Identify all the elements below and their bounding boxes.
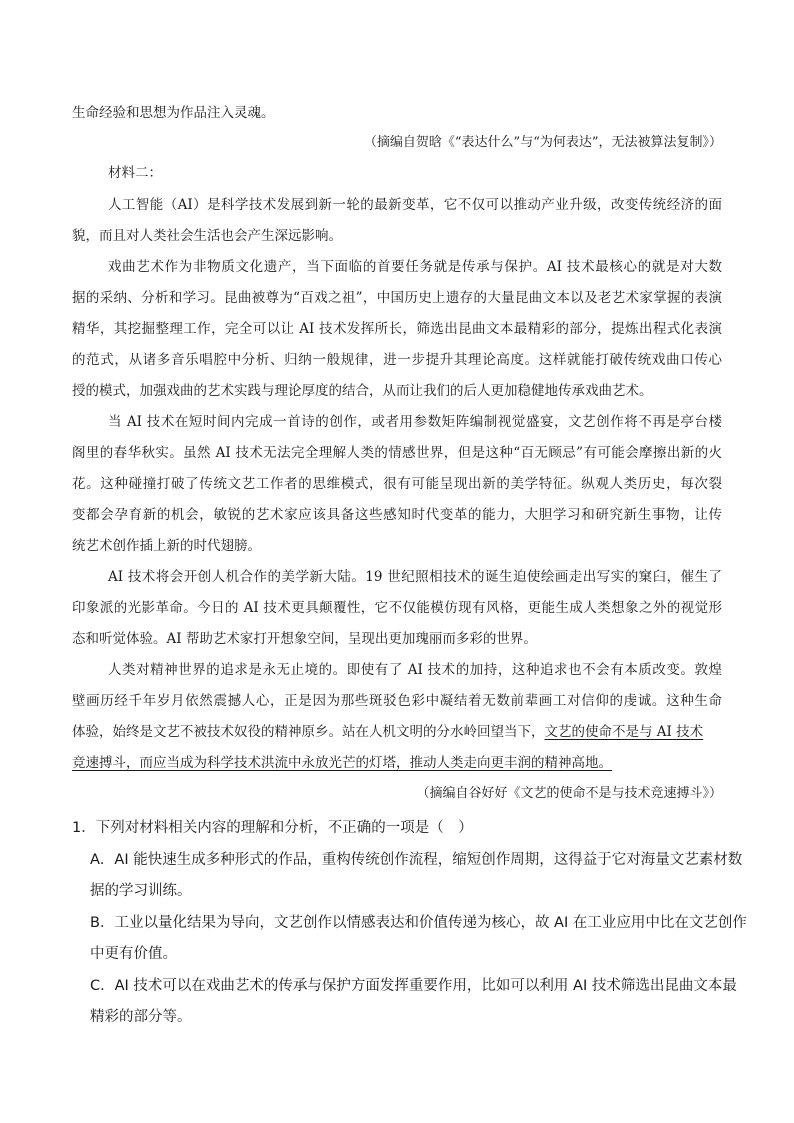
paragraph-line: 变都会孕育新的机会，敏锐的艺术家应该具备这些感知时代变革的能力，大胆学习和研究新生事物，让传: [72, 507, 722, 523]
paragraph-line: [72, 723, 722, 741]
option-a-line: A．AI 能快速生成多种形式的作品，重构传统创作流程，缩短创作周期，这得益于它对海量文艺素材数: [90, 852, 743, 868]
material1-source: （摘编自贺晗《“表达什么”与“为何表达”，无法被算法复制》）: [363, 135, 722, 150]
paragraph-line: 精华，其挖掘整理工作，完全可以让 AI 技术发挥所长，筛选出昆曲文本最精彩的部分，提炼出程式化表演: [72, 321, 722, 337]
option-c-line: 精彩的部分等。: [90, 1009, 192, 1025]
paragraph-line: 人类对精神世界的追求是永无止境的。即使有了 AI 技术的加持，这种追求也不会有本质改变。敦煌: [108, 662, 722, 678]
material1-last-line: 生命经验和思想为作品注入灵魂。: [72, 105, 275, 121]
paragraph-line: 的范式，从诸多音乐唱腔中分析、归纳一般规律，进一步提升其理论高度。这样就能打破传统戏曲口传心: [72, 352, 722, 368]
paragraph-line: 态和听觉体验。AI 帮助艺术家打开想象空间，呈现出更加瑰丽而多彩的世界。: [72, 631, 537, 647]
paragraph-line: 当 AI 技术在短时间内完成一首诗的创作，或者用参数矩阵编制视觉盛宴，文艺创作将不再是亭台楼: [108, 414, 722, 430]
option-a-line: 据的学习训练。: [90, 883, 192, 899]
paragraph-line: 据的采纳、分析和学习。昆曲被尊为“百戏之祖”，中国历史上遗存的大量昆曲文本以及老艺术家掌握的表演: [72, 290, 722, 306]
paragraph-line: 统艺术创作插上新的时代翅膀。: [72, 538, 261, 554]
material2-heading: 材料二：: [108, 165, 162, 181]
paragraph-line: 壁画历经千年岁月依然震撼人心，正是因为那些斑驳色彩中凝结着无数前辈画工对信仰的虔诚。这种生命: [72, 693, 722, 709]
paragraph-line: 貌，而且对人类社会生活也会产生深远影响。: [72, 228, 342, 244]
paragraph-line: 花。这种碰撞打破了传统文艺工作者的思维模式，很有可能呈现出新的美学特征。纵观人类历史，每次裂: [72, 476, 722, 492]
option-c-line: C．AI 技术可以在戏曲艺术的传承与保护方面发挥重要作用，比如可以利用 AI 技术筛选出昆曲文本最: [90, 978, 737, 994]
paragraph-text: 体验，始终是文艺不被技术奴役的精神原乡。站在人机文明的分水岭回望当下，: [72, 724, 545, 740]
paragraph-line: 戏曲艺术作为非物质文化遗产，当下面临的首要任务就是传承与保护。AI 技术最核心的就是对大数: [108, 259, 722, 275]
paragraph-line: 授的模式，加强戏曲的艺术实践与理论厚度的结合，从而让我们的后人更加稳健地传承戏曲艺术。: [72, 383, 653, 399]
underlined-sentence: 竞速搏斗，而应当成为科学技术洪流中永放光芒的灯塔，推动人类走向更丰润的精神高地。: [72, 755, 612, 771]
option-b-line: B．工业以量化结果为导向，文艺创作以情感表达和价值传递为核心，故 AI 在工业应用中比在文艺创作: [90, 915, 747, 931]
paragraph-line: AI 技术将会开创人机合作的美学新大陆。19 世纪照相技术的诞生迫使绘画走出写实的窠臼，催生了: [108, 569, 722, 585]
paragraph-line: [72, 754, 722, 772]
paragraph-line: 人工智能（AI）是科学技术发展到新一轮的最新变革，它不仅可以推动产业升级，改变传统经济的面: [108, 197, 722, 213]
option-b-line: 中更有价值。: [90, 946, 177, 962]
underlined-sentence: 文艺的使命不是与 AI 技术: [544, 724, 704, 740]
paragraph-line: 阁里的春华秋实。虽然 AI 技术无法完全理解人类的情感世界，但是这种“百无顾忌”有可能会摩擦出新的火: [72, 445, 722, 461]
question-stem: 1．下列对材料相关内容的理解和分析，不正确的一项是（ ）: [72, 820, 473, 836]
material2-source: （摘编自谷好好《文艺的使命不是与技术竞速搏斗》）: [416, 786, 722, 801]
paragraph-line: 印象派的光影革命。今日的 AI 技术更具颠覆性，它不仅能模仿现有风格，更能生成人类想象之外的视觉形: [72, 600, 722, 616]
